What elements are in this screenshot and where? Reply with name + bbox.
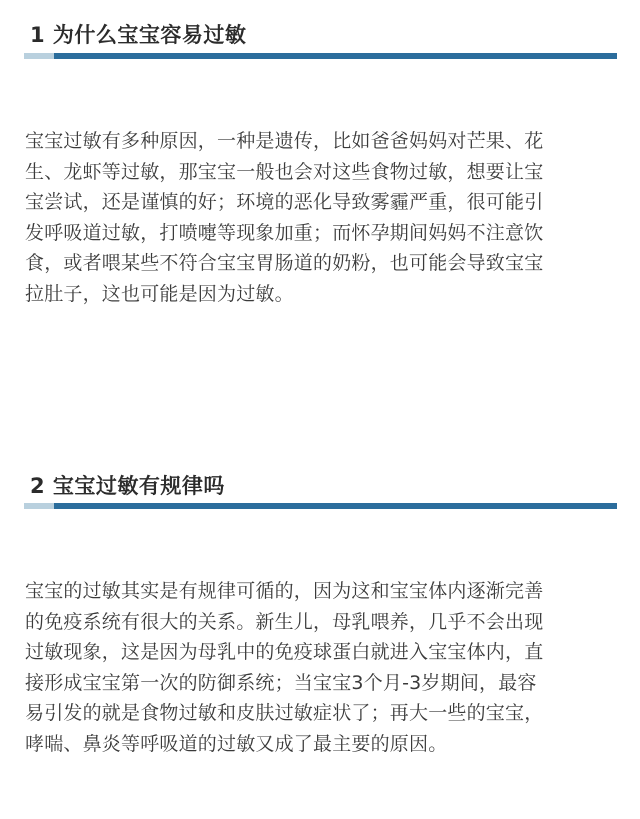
paragraph-line: 宝尝试，还是谨慎的好；环境的恶化导致雾霾严重，很可能引 bbox=[25, 191, 544, 213]
divider-accent-dark bbox=[54, 53, 617, 59]
paragraph-line: 过敏现象，这是因为母乳中的免疫球蛋白就进入宝宝体内，直 bbox=[25, 641, 544, 663]
paragraph-line: 发呼吸道过敏，打喷嚏等现象加重；而怀孕期间妈妈不注意饮 bbox=[25, 221, 544, 244]
divider-accent-light bbox=[24, 53, 54, 59]
paragraph-line: 接形成宝宝第一次的防御系统；当宝宝3个月-3岁期间，最容 bbox=[25, 671, 537, 694]
divider-accent-light bbox=[24, 503, 54, 509]
paragraph-line: 哮喘、鼻炎等呼吸道的过敏又成了最主要的原因。 bbox=[25, 732, 448, 755]
paragraph-line: 宝宝的过敏其实是有规律可循的，因为这和宝宝体内逐渐完善 bbox=[25, 580, 544, 602]
paragraph-line: 生、龙虾等过敏，那宝宝一般也会对这些食物过敏，想要让宝 bbox=[25, 160, 544, 183]
section-2-paragraph bbox=[25, 576, 617, 759]
paragraph-line: 易引发的就是食物过敏和皮肤过敏症状了；再大一些的宝宝， bbox=[25, 702, 544, 724]
section-1-divider bbox=[24, 53, 617, 59]
divider-accent-dark bbox=[54, 503, 617, 509]
paragraph-line: 的免疫系统有很大的关系。新生儿，母乳喂养，几乎不会出现 bbox=[25, 610, 544, 633]
section-2-heading: 2 宝宝过敏有规律吗 bbox=[30, 474, 225, 498]
paragraph-line: 拉肚子，这也可能是因为过敏。 bbox=[25, 282, 294, 305]
section-2-divider bbox=[24, 503, 617, 509]
section-1-paragraph bbox=[25, 126, 617, 309]
section-1-heading: 1 为什么宝宝容易过敏 bbox=[30, 23, 247, 47]
paragraph-line: 食，或者喂某些不符合宝宝胃肠道的奶粉，也可能会导致宝宝 bbox=[25, 252, 544, 274]
paragraph-line: 宝宝过敏有多种原因，一种是遗传，比如爸爸妈妈对芒果、花 bbox=[25, 130, 544, 152]
